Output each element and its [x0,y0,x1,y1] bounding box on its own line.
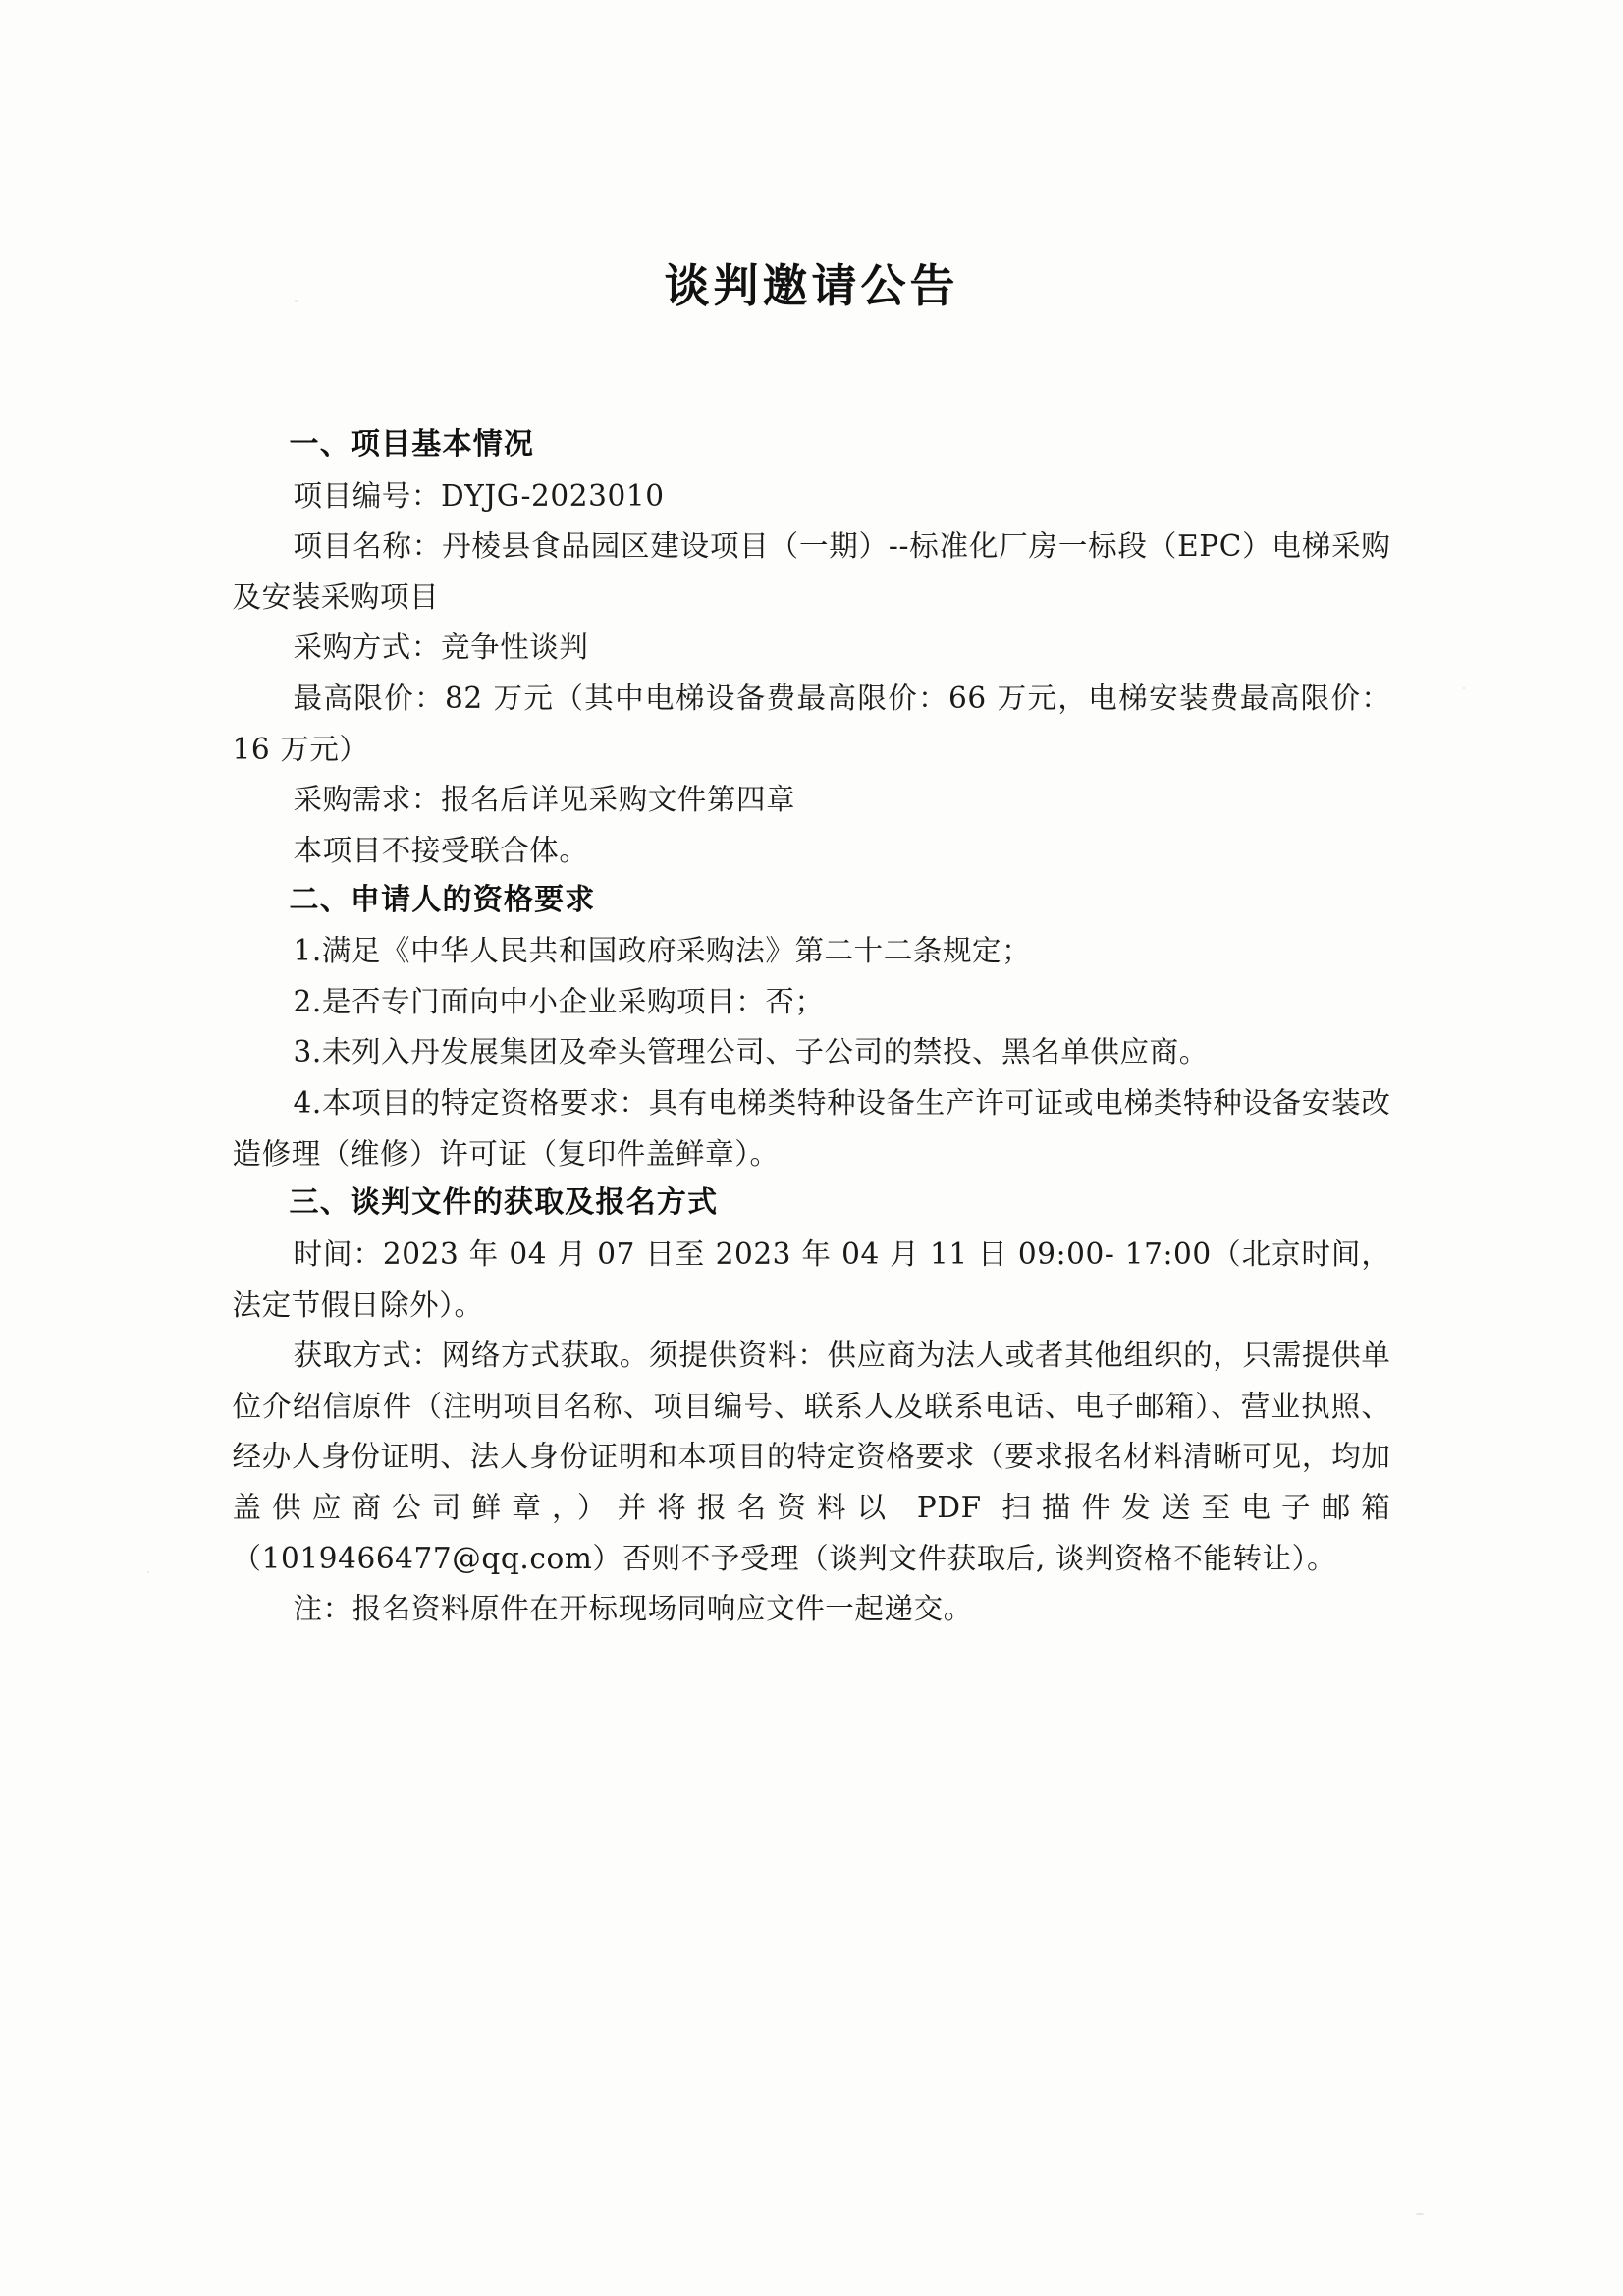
scan-artifact [147,1571,149,1573]
section-heading-3: 三、谈判文件的获取及报名方式 [289,1185,719,1221]
paragraph: 注：报名资料原件在开标现场同响应文件一起递交。 [293,1592,973,1626]
scan-artifact [1416,2213,1424,2215]
paragraph: 采购方式：竞争性谈判 [293,630,589,665]
paragraph: 3.未列入丹发展集团及牵头管理公司、子公司的禁投、黑名单供应商。 [293,1035,1209,1069]
paragraph: 项目名称：丹棱县食品园区建设项目（一期）--标准化厂房一标段（EPC）电梯采购及安装采购项目 [232,529,1391,614]
paragraph: 1.满足《中华人民共和国政府采购法》第二十二条规定； [293,934,1032,968]
paragraph: 4.本项目的特定资格要求：具有电梯类特种设备生产许可证或电梯类特种设备安装改造修理（维修）许可证（复印件盖鲜章）。 [232,1086,1391,1171]
paragraph: 最高限价：82 万元（其中电梯设备费最高限价：66 万元，电梯安装费最高限价：16 万元） [232,682,1391,766]
section-heading-1: 一、项目基本情况 [289,427,535,462]
section-heading-2: 二、申请人的资格要求 [289,882,596,917]
paragraph: 采购需求：报名后详见采购文件第四章 [293,783,796,817]
document-body [233,315,1391,1635]
paragraph: 项目编号：DYJG-2023010 [293,478,665,513]
paragraph: 获取方式：网络方式获取。须提供资料：供应商为法人或者其他组织的，只需提供单位介绍信原件（注明项目名称、项目编号、联系人及联系电话、电子邮箱）、营业执照、经办人身份证明、法人身份证明和本项目的特定资格要求（要求报名材料清晰可见，均加盖供应商公司鲜章，）并将报名资料以 PDF 扫描件发送至电子邮箱（1019466477@qq.com）否则不予受理（谈判文件获取后, 谈判资格不能转让）。 [232,1339,1391,1575]
paragraph: 2.是否专门面向中小企业采购项目：否； [293,984,825,1018]
page-title: 谈判邀请公告 [664,259,959,312]
scan-artifact [1463,687,1465,689]
paragraph: 本项目不接受联合体。 [293,833,589,867]
paragraph: 时间：2023 年 04 月 07 日至 2023 年 04 月 11 日 09:00- 17:00（北京时间，法定节假日除外）。 [232,1236,1391,1322]
